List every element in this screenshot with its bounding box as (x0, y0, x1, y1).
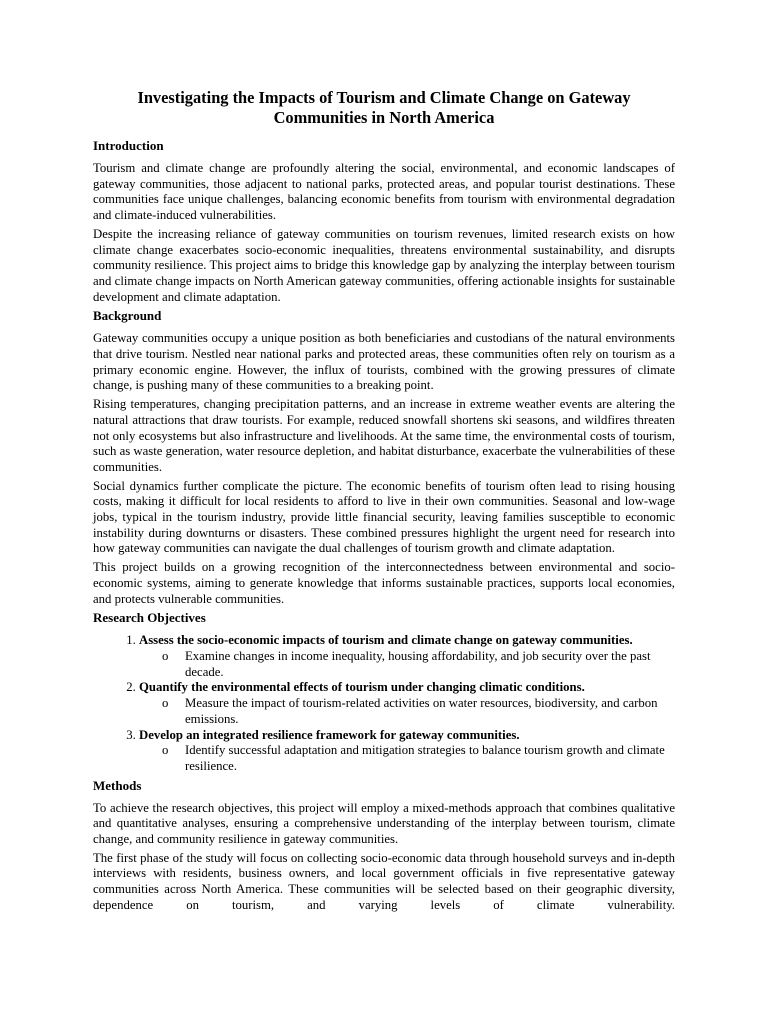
objective-subitem (162, 696, 675, 727)
objective-subitem-text: Measure the impact of tourism-related activities on water resources, biodiversity, and carbon emissions. (185, 696, 658, 726)
introduction-paragraph: Despite the increasing reliance of gateway communities on tourism revenues, limited research exists on how climate change exacerbates socio-economic inequalities, threatens environmental sustainability, and disrupts community resilience. This project aims to bridge this knowledge gap by analyzing the interplay between tourism and climate change impacts on North American gateway communities, offering actionable insights for sustainable development and climate adaptation. (93, 226, 675, 304)
background-paragraph: Social dynamics further complicate the picture. The economic benefits of tourism often lead to rising housing costs, making it difficult for local residents to afford to live in their own communities. Seasonal and low-wage jobs, typical in the tourism industry, provide little financial security, leaving families susceptible to economic instability during downturns or disasters. These combined pressures highlight the urgent need for research into how gateway communities can navigate the dual challenges of tourism growth and climate adaptation. (93, 478, 675, 556)
methods-paragraph: The first phase of the study will focus on collecting socio-economic data through household surveys and in-depth interviews with residents, business owners, and local government officials in five representative gateway communities across North America. These communities will be selected based on their geographic diversity, dependence on tourism, and varying levels of climate vulnerability. (93, 850, 675, 912)
objective-title: Develop an integrated resilience framework for gateway communities. (139, 727, 520, 742)
objective-sublist (139, 696, 675, 727)
objective-subitem-text: Examine changes in income inequality, housing affordability, and job security over the past decade. (185, 648, 651, 679)
objectives-heading: Research Objectives (93, 610, 206, 626)
hollow-bullet-icon: o (162, 648, 169, 663)
methods-paragraph: To achieve the research objectives, this project will employ a mixed-methods approach that combines qualitative and quantitative analyses, ensuring a comprehensive understanding of the interplay between tourism, climate change, and community resilience in gateway communities. (93, 800, 675, 847)
objective-sublist (139, 649, 675, 680)
objectives-list (93, 633, 675, 774)
objective-subitem (162, 648, 675, 680)
hollow-bullet-icon: o (162, 743, 169, 758)
document-page (93, 88, 675, 917)
methods-heading: Methods (93, 777, 142, 793)
objective-subitem (162, 743, 675, 774)
introduction-paragraph: Tourism and climate change are profoundly altering the social, environmental, and economic landscapes of gateway communities, those adjacent to national parks, protected areas, and popular tourist destinations. These communities face unique challenges, balancing economic benefits from tourism with environmental degradation and climate-induced vulnerabilities. (93, 161, 675, 223)
objective-subitem-text: Identify successful adaptation and mitigation strategies to balance tourism growth and climate resilience. (185, 743, 665, 773)
objective-item (139, 633, 675, 680)
objective-title: Quantify the environmental effects of tourism under changing climatic conditions. (139, 680, 585, 695)
objective-item (139, 680, 675, 727)
objective-sublist (139, 743, 675, 774)
background-heading: Background (93, 308, 162, 324)
objective-title: Assess the socio-economic impacts of tourism and climate change on gateway communities. (139, 633, 633, 648)
background-paragraph: Gateway communities occupy a unique position as both beneficiaries and custodians of the natural environments that drive tourism. Nestled near national parks and protected areas, these communities often rely on tourism as a primary economic engine. However, the influx of tourists, combined with the growing pressures of climate change, is pushing many of these communities to a breaking point. (93, 331, 675, 393)
background-paragraph: This project builds on a growing recognition of the interconnectedness between environmental and socio-economic systems, aiming to generate knowledge that informs sustainable practices, supports local economies, and protects vulnerable communities. (93, 560, 675, 606)
introduction-heading: Introduction (93, 138, 164, 153)
objective-item (139, 728, 675, 775)
hollow-bullet-icon: o (162, 696, 169, 711)
background-paragraph: Rising temperatures, changing precipitation patterns, and an increase in extreme weather events are altering the natural attractions that draw tourists. For example, reduced snowfall shortens ski seasons, and wildfires threaten not only ecosystems but also infrastructure and livelihoods. At the same time, the environmental costs of tourism, such as waste generation, water resource depletion, and habitat disturbance, exacerbate the vulnerabilities of these communities. (93, 397, 675, 474)
document-title: Investigating the Impacts of Tourism and Climate Change on Gateway Communities in North America (137, 88, 631, 127)
